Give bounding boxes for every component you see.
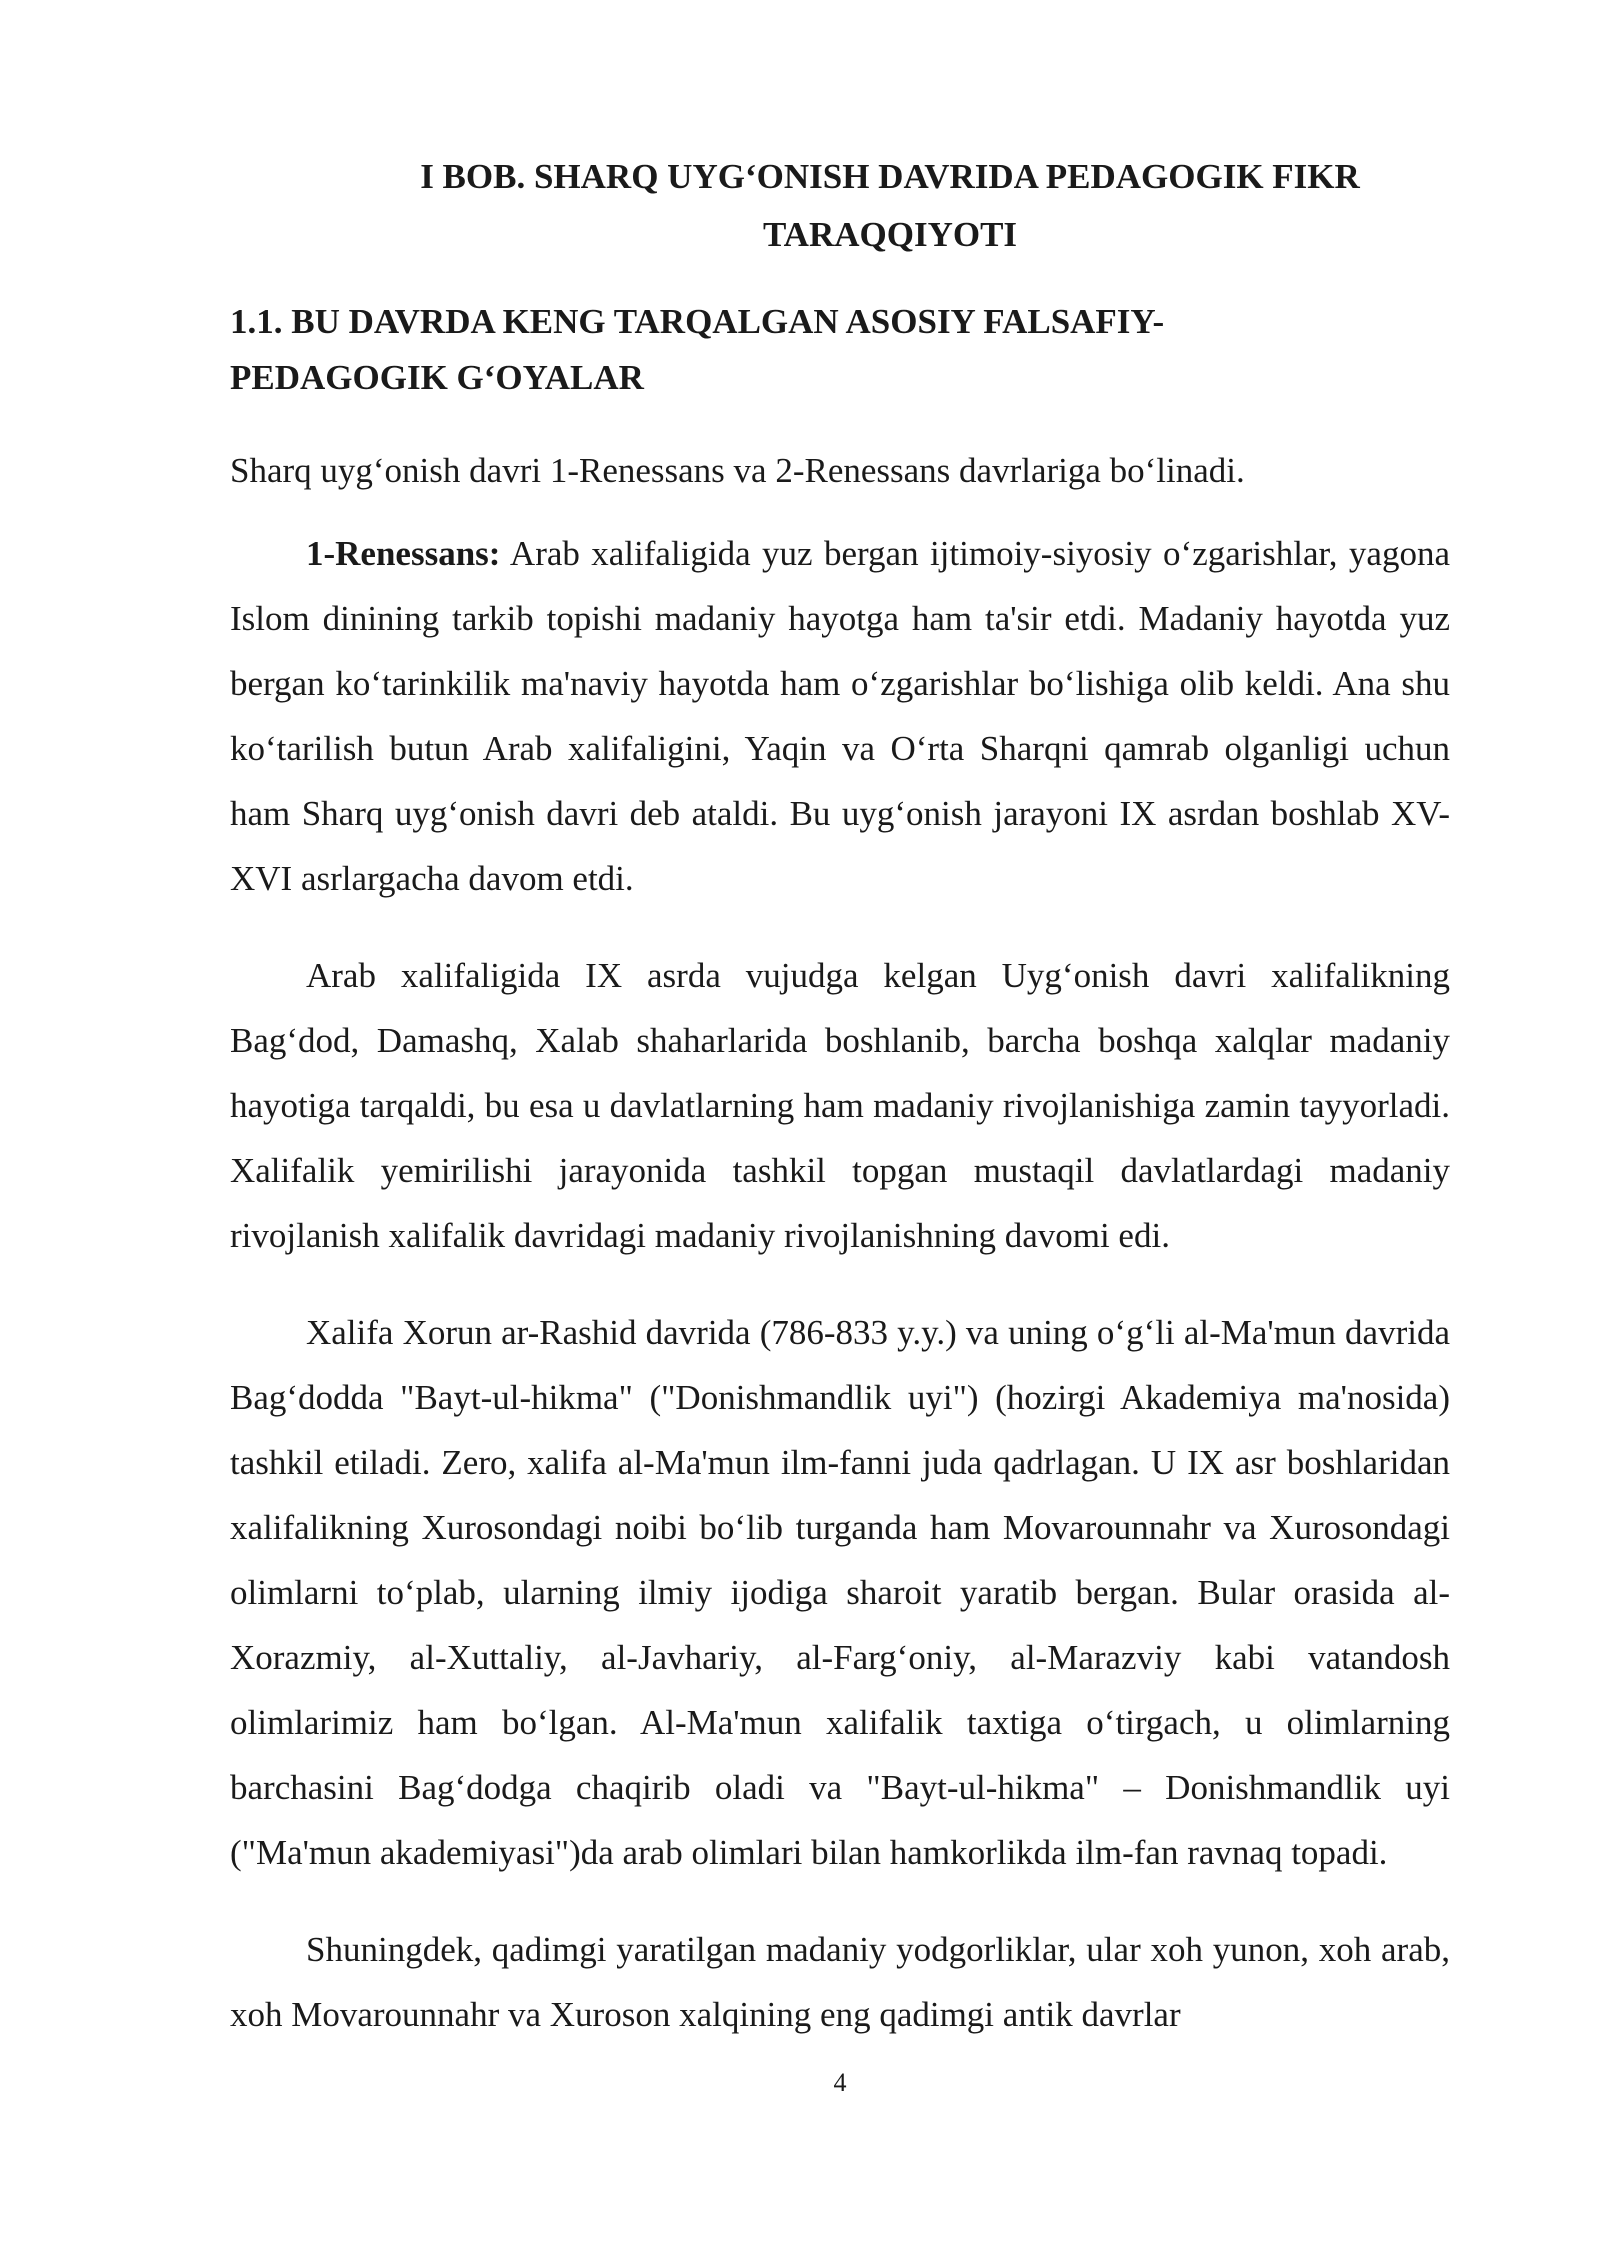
paragraph-caliphate: Arab xalifaligida IX asrda vujudga kelgan Uyg‘onish davri xalifalikning Bag‘dod, Damashq, Xalab shaharlarida boshlanib, barcha boshqa xalqlar madaniy hayotiga tarqaldi, bu esa u davlatlarning ham madaniy rivojlanishiga zamin tayyorladi. Xalifalik yemirilishi jarayonida tashkil topgan mustaqil davlatlardagi madaniy rivojlanish xalifalik davridagi madaniy rivojlanishning davomi edi.: [230, 956, 1450, 1255]
paragraph-body: Arab xalifaligida yuz bergan ijtimoiy-siyosiy o‘zgarishlar, yagona Islom dinining tarkib topishi madaniy hayotga ham ta'sir etdi. Madaniy hayotda yuz bergan ko‘tarinkilik ma'naviy hayotda ham o‘zgarishlar bo‘lishiga olib keldi. Ana shu ko‘tarilish butun Arab xalifaligini, Yaqin va O‘rta Sharqni qamrab olganligi uchun ham Sharq uyg‘onish davri deb ataldi. Bu uyg‘onish jarayoni IX asrdan boshlab XV-XVI asrlargacha davom etdi.: [230, 534, 1450, 898]
chapter-title: [230, 148, 1450, 264]
paragraph-bayt-ul-hikma: Xalifa Xorun ar-Rashid davrida (786-833 y.y.) va uning o‘g‘li al-Ma'mun davrida Bag‘dodda "Bayt-ul-hikma" ("Donishmandlik uyi") (hozirgi Akademiya ma'nosida) tashkil etiladi. Zero, xalifa al-Ma'mun ilm-fanni juda qadrlagan. U IX asr boshlaridan xalifalikning Xurosondagi noibi bo‘lib turganda ham Movarounnahr va Xurosondagi olimlarni to‘plab, ularning ilmiy ijodiga sharoit yaratib bergan. Bular orasida al-Xorazmiy, al-Xuttaliy, al-Javhariy, al-Farg‘oniy, al-Marazviy kabi vatandosh olimlarimiz ham bo‘lgan. Al-Ma'mun xalifalik taxtiga o‘tirgach, u olimlarning barchasini Bag‘dodga chaqirib oladi va "Bayt-ul-hikma" – Donishmandlik uyi ("Ma'mun akademiyasi")da arab olimlari bilan hamkorlikda ilm-fan ravnaq topadi.: [230, 1313, 1450, 1872]
paragraph-monuments: Shuningdek, qadimgi yaratilgan madaniy yodgorliklar, ular xoh yunon, xoh arab, xoh Movarounnahr va Xuroson xalqining eng qadimgi antik davrlar: [230, 1930, 1450, 2034]
paragraph-renaissance-1: [230, 521, 1450, 911]
section-title-line-1: 1.1. BU DAVRDA KENG TARQALGAN ASOSIY FALSAFIY-: [230, 302, 1165, 341]
section-title-line-2: PEDAGOGIK G‘OYALAR: [230, 358, 644, 397]
paragraph-lead-term: 1-Renessans:: [306, 534, 501, 573]
page-content: [230, 148, 1450, 2047]
intro-paragraph: Sharq uyg‘onish davri 1-Renessans va 2-Renessans davrlariga bo‘linadi.: [230, 451, 1245, 490]
page-number: 4: [833, 2068, 847, 2097]
section-title: [230, 294, 1450, 406]
chapter-title-line-1: I BOB. SHARQ UYG‘ONISH DAVRIDA PEDAGOGIK FIKR: [420, 157, 1360, 196]
chapter-title-line-2: TARAQQIYOTI: [762, 215, 1018, 254]
